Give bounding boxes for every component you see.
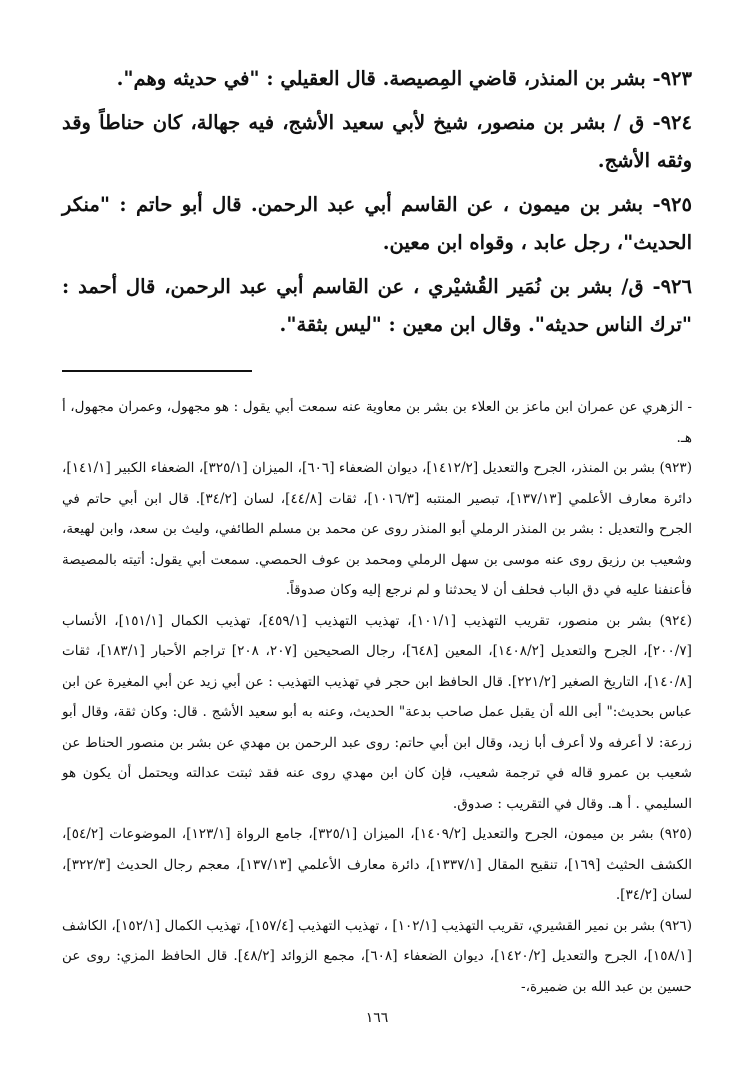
main-entries — [62, 60, 692, 344]
footnote-924: (٩٢٤) بشر بن منصور، تقريب التهذيب [١٠١/١]، تهذيب التهذيب [٤٥٩/١]، تهذيب الكمال [١٥١/١]، الأنساب [٢٠٠/٧]، الجرح والتعديل [١٤٠٨/٢]، المعين [٦٤٨]، رجال الصحيحين [٢٠٧، ٢٠٨] تراجم الأحبار [١٨٣/١]، ثقات [١٤٠/٨]، التاريخ الصغير [٢٢١/٢]. قال الحافظ ابن حجر في تهذيب التهذيب : عن أبي زيد عن أبي المغيرة عن ابن عباس بحديث:" أبى الله أن يقبل عمل صاحب بدعة" الحديث، وعنه به أبو سعيد الأشج . قال: وكان ثقة، وقال أبو زرعة: لا أعرفه ولا أعرف أبا زيد، وقال ابن أبي حاتم: روى عبد الرحمن بن مهدي عن بشر بن منصور الحناط عن شعيب بن عمرو قاله في ترجمة شعيب، فإن كان ابن مهدي روى عنه فقد ثبتت عدالته ويحتمل أن يكون هو السليمي . أ هـ. وقال في التقريب : صدوق. — [62, 612, 692, 812]
entry-923: ٩٢٣- بشر بن المنذر، قاضي المِصيصة. قال العقيلي : "في حديثه وهم". — [116, 67, 692, 90]
page-number: ١٦٦ — [365, 1010, 389, 1026]
footnote-925: (٩٢٥) بشر بن ميمون، الجرح والتعديل [١٤٠٩/٢]، الميزان [٣٢٥/١]، جامع الرواة [١٢٣/١]، الموضوعات [٥٤/٢]، الكشف الحثيث [١٦٩]، تنقيح المقال [١٣٣٧/١]، دائرة معارف الأعلمي [١٣٧/١٣]، معجم رجال الحديث [٣٢٢/٣]، لسان [٣٤/٢]. — [62, 826, 693, 903]
document-page — [62, 60, 692, 1083]
entry-926: ٩٢٦- ق/ بشر بن نُمَير القُشيْري ، عن القاسم أبي عبد الرحمن، قال أحمد : "ترك الناس حديثه". وقال ابن معين : "ليس بثقة". — [62, 275, 692, 336]
footnote-continuation: - الزهري عن عمران ابن ماعز بن العلاء بن بشر بن معاوية عنه سمعت أبي يقول : هو مجهول، وعمران مجهول، أ هـ. — [62, 399, 692, 446]
footnote-divider — [62, 370, 252, 372]
entry-924: ٩٢٤- ق / بشر بن منصور، شيخ لأبي سعيد الأشج، فيه جهالة، كان حناطاً وقد وثقه الأشج. — [62, 111, 692, 172]
footnote-923: (٩٢٣) بشر بن المنذر، الجرح والتعديل [١٤١٢/٢]، ديوان الضعفاء [٦٠٦]، الميزان [٣٢٥/١]، الضعفاء الكبير [١٤١/١]، دائرة معارف الأعلمي [١٣٧/١٣]، تبصير المنتبه [١٠١٦/٣]، ثقات [٤٤/٨]، لسان [٣٤/٢]. قال ابن أبي حاتم في الجرح والتعديل : بشر بن المنذر الرملي أبو المنذر روى عن محمد بن مسلم الطائفي، وليث بن سعد، وابن لهيعة، وشعيب بن رزيق روى عنه موسى بن سهل الرملي ومحمد بن عوف الحمصي. سمعت أبي يقول: أتيته بالمصيصة فأعنفنا عليه في دق الباب فحلف أن لا يحدثنا و لم نرجع إليه وكان صدوقاً. — [62, 460, 693, 598]
footnote-926: (٩٢٦) بشر بن نمير القشيري، تقريب التهذيب [١٠٢/١] ، تهذيب التهذيب [١٥٧/٤]، تهذيب الكمال [١٥٢/١]، الكاشف [١٥٨/١]، الجرح والتعديل [١٤٢٠/٢]، ديوان الضعفاء [٦٠٨]، مجمع الزوائد [٤٨/٢]. قال الحافظ المزي: روى عن حسين بن عبد الله بن ضميرة،- — [62, 917, 693, 995]
footnotes — [62, 392, 692, 1002]
entry-925: ٩٢٥- بشر بن ميمون ، عن القاسم أبي عبد الرحمن. قال أبو حاتم : "منكر الحديث"، رجل عابد ، وقواه ابن معين. — [62, 193, 692, 254]
